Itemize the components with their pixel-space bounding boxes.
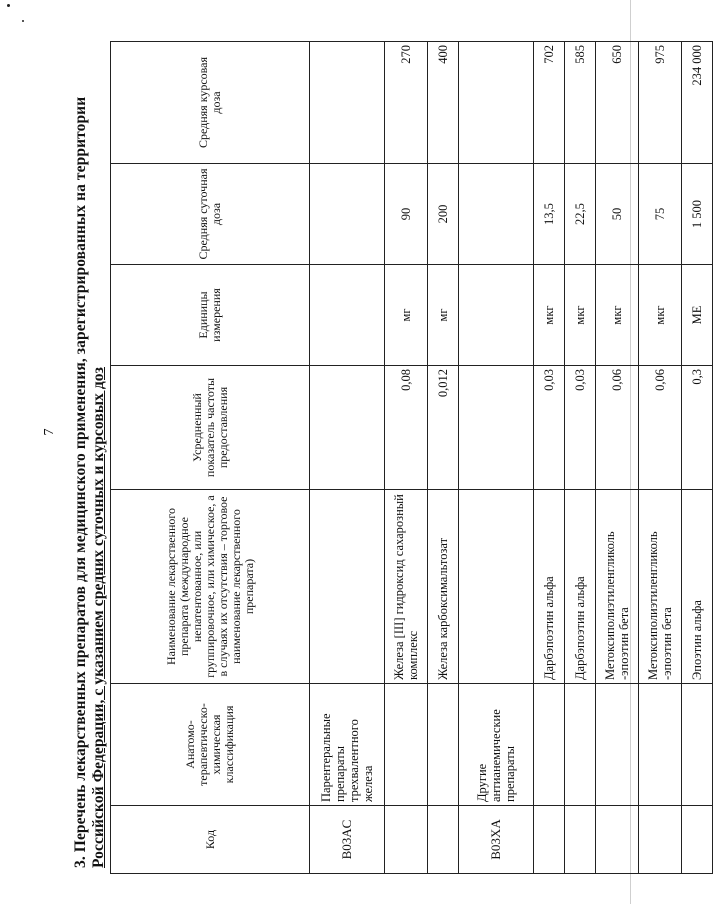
cell-unit: мкг <box>565 265 596 366</box>
cell-code <box>428 806 459 874</box>
cell-unit: мг <box>385 265 428 366</box>
cell-code <box>385 806 428 874</box>
cell-daily-dose: 200 <box>428 164 459 265</box>
cell-unit: мкг <box>534 265 565 366</box>
table-row <box>385 42 428 874</box>
header-unit: Единицы измерения <box>111 265 310 366</box>
cell-code <box>596 806 639 874</box>
document-title <box>72 36 108 868</box>
cell-course-dose: 270 <box>385 42 428 164</box>
header-drug-name: Наименование лекарственного препарата (международное непатентованное, или группировочное, или химическое, а в случаях их отсутствия – торговое наименование лекарственного препарата) <box>111 490 310 684</box>
cell-unit: МЕ <box>682 265 713 366</box>
cell-atc <box>428 684 459 806</box>
cell-drug: Дарбэпоэтин альфа <box>534 490 565 684</box>
cell-frequency: 0,012 <box>428 366 459 490</box>
cell-daily-dose <box>459 164 534 265</box>
cell-daily-dose: 50 <box>596 164 639 265</box>
cell-code: B03XA <box>459 806 534 874</box>
cell-frequency: 0,06 <box>596 366 639 490</box>
cell-atc: Парентеральные препараты трехвалентного железа <box>310 684 385 806</box>
cell-course-dose: 650 <box>596 42 639 164</box>
cell-unit <box>310 265 385 366</box>
cell-atc <box>385 684 428 806</box>
cell-code <box>639 806 682 874</box>
cell-course-dose: 975 <box>639 42 682 164</box>
cell-code: B03AC <box>310 806 385 874</box>
table-row <box>596 42 639 874</box>
cell-course-dose: 234 000 <box>682 42 713 164</box>
header-frequency: Усредненный показатель частоты предоставления <box>111 366 310 490</box>
document-sheet <box>72 36 704 876</box>
title-line-2: Российской Федерации, с указанием средних суточных и курсовых доз <box>90 367 107 868</box>
table-header-row <box>111 42 310 874</box>
cell-frequency: 0,08 <box>385 366 428 490</box>
header-code: Код <box>111 806 310 874</box>
cell-atc <box>596 684 639 806</box>
cell-frequency: 0,06 <box>639 366 682 490</box>
drug-dose-table <box>110 41 713 874</box>
cell-code <box>534 806 565 874</box>
cell-frequency: 0,03 <box>565 366 596 490</box>
table-row <box>565 42 596 874</box>
cell-drug <box>310 490 385 684</box>
cell-daily-dose: 22,5 <box>565 164 596 265</box>
cell-drug: Дарбэпоэтин альфа <box>565 490 596 684</box>
page-number: 7 <box>42 428 57 436</box>
cell-unit: мкг <box>639 265 682 366</box>
cell-daily-dose: 13,5 <box>534 164 565 265</box>
table-row <box>534 42 565 874</box>
header-daily-dose: Средняя суточная доза <box>111 164 310 265</box>
cell-daily-dose: 1 500 <box>682 164 713 265</box>
cell-daily-dose: 90 <box>385 164 428 265</box>
cell-drug: Эпоэтин альфа <box>682 490 713 684</box>
cell-drug <box>459 490 534 684</box>
scan-speck <box>7 4 10 7</box>
cell-code <box>682 806 713 874</box>
header-course-dose: Средняя курсовая доза <box>111 42 310 164</box>
cell-frequency: 0,03 <box>534 366 565 490</box>
title-line-1: 3. Перечень лекарственных препаратов для медицинского применения, зарегистрированных на территории <box>72 96 89 868</box>
cell-frequency <box>459 366 534 490</box>
cell-drug: Метоксиполиэтиленгликоль -эпоэтин бета <box>596 490 639 684</box>
cell-frequency: 0,3 <box>682 366 713 490</box>
cell-drug: Метоксиполиэтиленгликоль -эпоэтин бета <box>639 490 682 684</box>
cell-atc <box>639 684 682 806</box>
scan-speck <box>22 20 24 22</box>
cell-drug: Железа карбоксимальтозат <box>428 490 459 684</box>
header-atc: Анатомо-терапевтическо-химическая классификация <box>111 684 310 806</box>
cell-course-dose <box>310 42 385 164</box>
cell-course-dose: 400 <box>428 42 459 164</box>
table-row <box>459 42 534 874</box>
cell-course-dose: 585 <box>565 42 596 164</box>
table-row <box>428 42 459 874</box>
cell-atc: Другие антианемические препараты <box>459 684 534 806</box>
cell-drug: Железа [III] гидроксид сахарозный комплекс <box>385 490 428 684</box>
cell-course-dose: 702 <box>534 42 565 164</box>
cell-unit <box>459 265 534 366</box>
table-row <box>639 42 682 874</box>
table-row <box>310 42 385 874</box>
cell-frequency <box>310 366 385 490</box>
cell-unit: мг <box>428 265 459 366</box>
cell-course-dose <box>459 42 534 164</box>
cell-atc <box>534 684 565 806</box>
cell-atc <box>565 684 596 806</box>
cell-daily-dose <box>310 164 385 265</box>
cell-unit: мкг <box>596 265 639 366</box>
cell-atc <box>682 684 713 806</box>
cell-code <box>565 806 596 874</box>
cell-daily-dose: 75 <box>639 164 682 265</box>
table-row <box>682 42 713 874</box>
